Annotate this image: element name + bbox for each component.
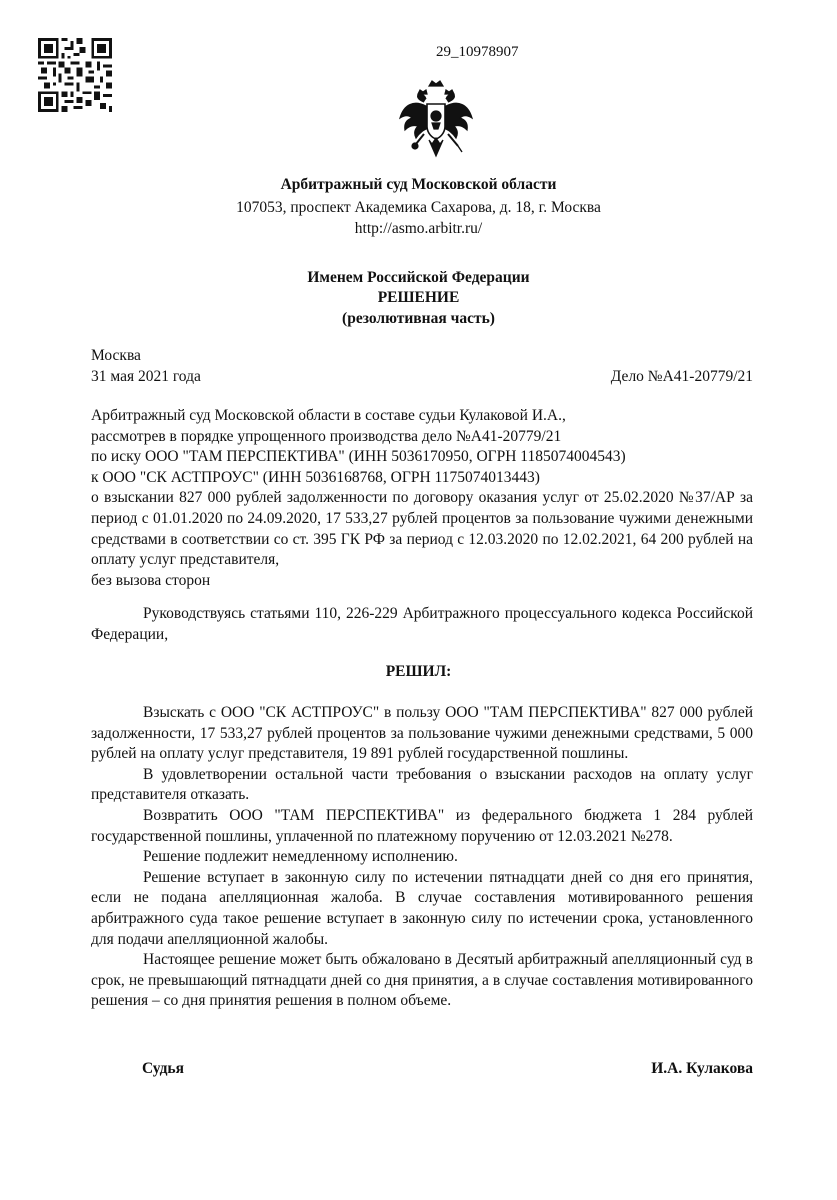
legal-basis-paragraph: Руководствуясь статьями 110, 226-229 Арбитражного процессуального кодекса Российской Федерации, — [91, 605, 753, 643]
intro-line: без вызова сторон — [91, 571, 211, 589]
intro-line: рассмотрев в порядке упрощенного производства дело №А41-20779/21 — [91, 427, 562, 445]
ruling-paragraph: Настоящее решение может быть обжаловано в Десятый арбитражный апелляционный суд в срок, не превышающий пятнадцати дней со дня принятия, а в случае составления мотивированного решения – со дня принятия решения в полном объеме. — [91, 951, 753, 1010]
intro-line: по иску ООО "ТАМ ПЕРСПЕКТИВА" (ИНН 5036170950, ОГРН 1185074004543) — [91, 448, 626, 466]
header-decision-title: РЕШЕНИЕ — [377, 289, 460, 306]
city: Москва — [91, 347, 141, 364]
judge-label: Судья — [142, 1060, 185, 1077]
header-in-name-of-federation: Именем Российской Федерации — [307, 269, 530, 286]
intro-section — [91, 406, 753, 591]
intro-line: к ООО "СК АСТПРОУС" (ИНН 5036168768, ОГРН 1175074013443) — [91, 468, 540, 486]
ruling-paragraph: Возвратить ООО "ТАМ ПЕРСПЕКТИВА" из федерального бюджета 1 284 рублей государственной пошлины, уплаченной по платежному поручению от 12.03.2021 №278. — [91, 806, 753, 845]
ruling-section — [91, 703, 753, 1012]
court-website: http://asmo.arbitr.ru/ — [354, 220, 483, 237]
russian-coat-of-arms-emblem — [396, 78, 476, 162]
legal-basis-section — [91, 604, 753, 645]
qr-code-icon — [38, 38, 112, 112]
court-address: 107053, проспект Академика Сахарова, д. 18, г. Москва — [236, 199, 601, 216]
claim-paragraph: о взыскании 827 000 рублей задолженности по договору оказания услуг от 25.02.2020 №37/АР за период с 01.01.2020 по 24.09.2020, 17 533,27 рублей процентов за пользование чужими денежными средствами в соответствии со ст. 395 ГК РФ за период с 12.03.2020 по 12.02.2021, 64 200 рублей на оплату услуг представителя, — [91, 489, 753, 569]
ruling-paragraph: Решение подлежит немедленному исполнению. — [143, 848, 458, 866]
ruling-paragraph: В удовлетворении остальной части требования о взыскании расходов на оплату услуг представителя отказать. — [91, 765, 753, 804]
ruling-paragraph: Решение вступает в законную силу по истечении пятнадцати дней со дня его принятия, если не подана апелляционная жалоба. В случае составления мотивированного решения арбитражного суда такое решение вступает в законную силу по истечении срока, установленного для подачи апелляционной жалобы. — [91, 868, 753, 948]
judge-name: И.А. Кулакова — [651, 1060, 753, 1077]
court-name: Арбитражный суд Московской области — [280, 176, 557, 193]
document-id: 29_10978907 — [436, 44, 519, 60]
decided-heading: РЕШИЛ: — [385, 663, 452, 680]
decision-date: 31 мая 2021 года — [91, 368, 201, 385]
ruling-paragraph: Взыскать с ООО "СК АСТПРОУС" в пользу ООО "ТАМ ПЕРСПЕКТИВА" 827 000 рублей задолженности, 17 533,27 рублей процентов за пользование чужими денежными средствами, 5 000 рублей на оплату услуг представителя, 19 891 рублей государственной пошлины. — [91, 704, 753, 763]
header-operative-part: (резолютивная часть) — [342, 310, 495, 327]
case-number: Дело №А41-20779/21 — [610, 368, 753, 385]
intro-line: Арбитражный суд Московской области в составе судьи Кулаковой И.А., — [91, 407, 566, 424]
